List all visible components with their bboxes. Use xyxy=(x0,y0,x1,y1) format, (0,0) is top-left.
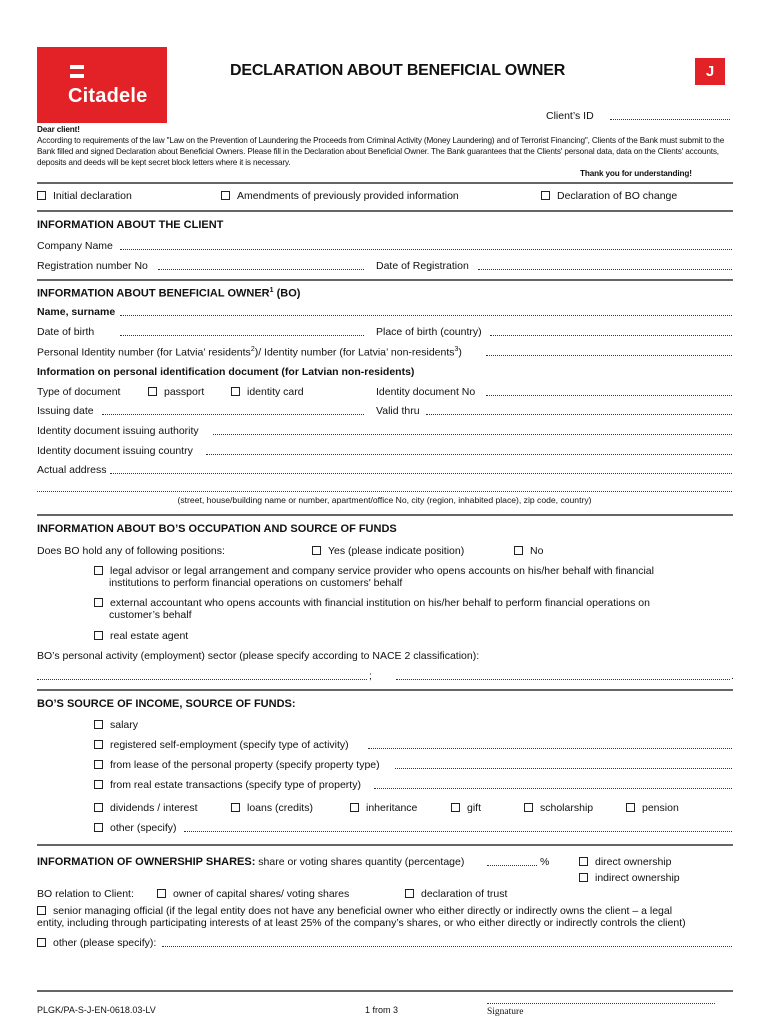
checkbox[interactable] xyxy=(94,740,103,749)
owner-option[interactable]: owner of capital shares/ voting shares xyxy=(157,888,349,900)
pin-field[interactable] xyxy=(486,355,732,356)
checkbox[interactable] xyxy=(405,889,414,898)
external-accountant-option-cont: customer’s behalf xyxy=(109,609,192,621)
checkbox[interactable] xyxy=(94,780,103,789)
logo-name: Citadele xyxy=(68,85,148,107)
checkbox[interactable] xyxy=(626,803,635,812)
form-badge: J xyxy=(695,58,725,85)
no-option[interactable]: No xyxy=(514,545,543,557)
divider xyxy=(37,990,733,992)
issuing-date-label: Issuing date xyxy=(37,405,94,417)
signature-field[interactable] xyxy=(487,1003,715,1004)
sector-period: . xyxy=(731,670,734,682)
citadele-logo xyxy=(37,47,167,123)
other-relation-field[interactable] xyxy=(162,946,732,947)
checkbox[interactable] xyxy=(94,598,103,607)
divider xyxy=(37,210,733,212)
percent-sign: % xyxy=(540,856,550,868)
checkbox[interactable] xyxy=(94,823,103,832)
inheritance-option[interactable]: inheritance xyxy=(350,802,417,814)
pin-label: Personal Identity number (for Latvia’ residents$^2$)/ Identity number (for Latvia’ non-residents$^3$) xyxy=(37,346,462,359)
relation-label: BO relation to Client: xyxy=(37,888,134,900)
checkbox[interactable] xyxy=(579,857,588,866)
legal-advisor-option-cont: institutions to perform financial operations on customers' behalf xyxy=(109,577,403,589)
page-title: DECLARATION ABOUT BENEFICIAL OWNER xyxy=(230,62,566,79)
company-name-label: Company Name xyxy=(37,240,113,252)
lease-option[interactable]: from lease of the personal property (specify property type) xyxy=(94,759,380,771)
occupation-section-heading: INFORMATION ABOUT BO’S OCCUPATION AND SOURCE OF FUNDS xyxy=(37,523,397,535)
dividends-option[interactable]: dividends / interest xyxy=(94,802,198,814)
checkbox[interactable] xyxy=(94,760,103,769)
real-estate-agent-option[interactable]: real estate agent xyxy=(94,630,188,642)
divider xyxy=(37,514,733,516)
actual-address-field[interactable] xyxy=(110,473,732,474)
checkbox[interactable] xyxy=(37,938,46,947)
divider xyxy=(37,182,733,184)
reg-number-label: Registration number No xyxy=(37,260,148,272)
legal-advisor-option[interactable]: legal advisor or legal arrangement and company service provider who opens accounts on his/her behalf with financial xyxy=(94,565,654,577)
indirect-ownership-option[interactable]: indirect ownership xyxy=(579,872,680,884)
passport-option[interactable]: passport xyxy=(148,386,204,398)
yes-option[interactable]: Yes (please indicate position) xyxy=(312,545,464,557)
initial-declaration-option[interactable]: Initial declaration xyxy=(37,190,132,202)
signature-label: Signature xyxy=(487,1007,524,1017)
checkbox[interactable] xyxy=(94,631,103,640)
checkbox[interactable] xyxy=(231,387,240,396)
positions-question: Does BO hold any of following positions: xyxy=(37,545,225,557)
amendments-option[interactable]: Amendments of previously provided information xyxy=(221,190,459,202)
divider xyxy=(37,844,733,846)
checkbox[interactable] xyxy=(37,191,46,200)
valid-thru-label: Valid thru xyxy=(376,405,420,417)
scholarship-option[interactable]: scholarship xyxy=(524,802,593,814)
real-estate-option[interactable]: from real estate transactions (specify type of property) xyxy=(94,779,361,791)
doc-type-label: Type of document xyxy=(37,386,121,398)
other-income-field[interactable] xyxy=(184,831,732,832)
client-id-label: Client’s ID xyxy=(546,110,594,122)
greeting: Dear client! xyxy=(37,125,80,134)
divider xyxy=(37,279,733,281)
issuing-authority-field[interactable] xyxy=(213,434,732,435)
checkbox[interactable] xyxy=(148,387,157,396)
page-number: 1 from 3 xyxy=(365,1005,399,1015)
checkbox[interactable] xyxy=(37,906,46,915)
sector-semicolon: ; xyxy=(369,670,372,682)
checkbox[interactable] xyxy=(524,803,533,812)
doc-no-field[interactable] xyxy=(486,395,732,396)
other-relation-option[interactable]: other (please specify): xyxy=(37,937,156,949)
checkbox[interactable] xyxy=(451,803,460,812)
direct-ownership-option[interactable]: direct ownership xyxy=(579,856,671,868)
reg-number-field[interactable] xyxy=(158,269,364,270)
form-code: PLGK/PA-S-J-EN-0618.03-LV xyxy=(37,1005,156,1015)
issuing-date-field[interactable] xyxy=(102,414,364,415)
checkbox[interactable] xyxy=(312,546,321,555)
checkbox[interactable] xyxy=(579,873,588,882)
issuing-country-field[interactable] xyxy=(206,454,732,455)
checkbox[interactable] xyxy=(94,720,103,729)
self-employment-option[interactable]: registered self-employment (specify type of activity) xyxy=(94,739,349,751)
pob-field[interactable] xyxy=(490,335,732,336)
client-id-field[interactable] xyxy=(610,119,730,120)
client-section-heading: INFORMATION ABOUT THE CLIENT xyxy=(37,219,224,231)
checkbox[interactable] xyxy=(221,191,230,200)
doc-no-label: Identity document No xyxy=(376,386,476,398)
checkbox[interactable] xyxy=(350,803,359,812)
gift-option[interactable]: gift xyxy=(451,802,481,814)
sector-field-1[interactable] xyxy=(37,679,367,680)
issuing-authority-label: Identity document issuing authority xyxy=(37,425,199,437)
checkbox[interactable] xyxy=(231,803,240,812)
dob-label: Date of birth xyxy=(37,326,95,338)
checkbox[interactable] xyxy=(541,191,550,200)
salary-option[interactable]: salary xyxy=(94,719,138,731)
ownership-percentage-field[interactable] xyxy=(487,865,537,866)
checkbox[interactable] xyxy=(157,889,166,898)
sector-field-2[interactable] xyxy=(396,679,730,680)
actual-address-label: Actual address xyxy=(37,464,107,476)
checkbox[interactable] xyxy=(94,566,103,575)
actual-address-field-line2[interactable] xyxy=(37,491,732,492)
company-name-field[interactable] xyxy=(120,249,732,250)
real-estate-field[interactable] xyxy=(374,788,732,789)
divider xyxy=(37,689,733,691)
dob-field[interactable] xyxy=(120,335,364,336)
ownership-heading: INFORMATION OF OWNERSHIP SHARES: share or voting shares quantity (percentage) xyxy=(37,856,465,868)
bo-change-option[interactable]: Declaration of BO change xyxy=(541,190,677,202)
checkbox[interactable] xyxy=(94,803,103,812)
sector-label: BO’s personal activity (employment) sector (please specify according to NACE 2 classification): xyxy=(37,650,480,662)
bo-section-heading: INFORMATION ABOUT BENEFICIAL OWNER$^1$ (BO) xyxy=(37,287,301,300)
reg-date-field[interactable] xyxy=(478,269,732,270)
identity-card-option[interactable]: identity card xyxy=(231,386,304,398)
self-employment-field[interactable] xyxy=(368,748,732,749)
valid-thru-field[interactable] xyxy=(426,414,732,415)
name-field[interactable] xyxy=(120,315,732,316)
id-info-label: Information on personal identification document (for Latvian non-residents) xyxy=(37,366,415,378)
senior-official-option-cont: entity, including through participating interests of at least 25% of the company’s shares, or who either directly or indirectly controls the client) xyxy=(37,917,686,929)
senior-official-option[interactable]: senior managing official (if the legal entity does not have any beneficial owner who either directly or indirectly owns the client – a legal xyxy=(37,905,672,917)
equals-logo-icon xyxy=(70,65,84,79)
other-income-option[interactable]: other (specify) xyxy=(94,822,177,834)
lease-field[interactable] xyxy=(395,768,732,769)
reg-date-label: Date of Registration xyxy=(376,260,469,272)
external-accountant-option[interactable]: external accountant who opens accounts with financial institution on his/her behalf to perform financial operations on xyxy=(94,597,650,609)
intro-paragraph: According to requirements of the law "Law on the Prevention of Laundering the Proceeds from Criminal Activity (Money Laundering) and of Terrorist Financing", Clients of the Bank must submit to the Bank filled and signed Declaration about Beneficial Owners. Please fill in the Declaration about Beneficial Owner. The Bank guarantees that the Clients' personal data, data on the Clients' accounts, deposits and deeds will be kept secret block letters where it is necessary. xyxy=(37,136,725,167)
checkbox[interactable] xyxy=(514,546,523,555)
address-hint: (street, house/building name or number, apartment/office No, city (region, inhabited place), zip code, country) xyxy=(177,495,592,505)
pension-option[interactable]: pension xyxy=(626,802,679,814)
pob-label: Place of birth (country) xyxy=(376,326,482,338)
thanks-text: Thank you for understanding! xyxy=(580,169,692,178)
loans-option[interactable]: loans (credits) xyxy=(231,802,313,814)
income-section-heading: BO’S SOURCE OF INCOME, SOURCE OF FUNDS: xyxy=(37,698,296,710)
issuing-country-label: Identity document issuing country xyxy=(37,445,193,457)
name-label: Name, surname xyxy=(37,306,116,318)
trust-option[interactable]: declaration of trust xyxy=(405,888,507,900)
